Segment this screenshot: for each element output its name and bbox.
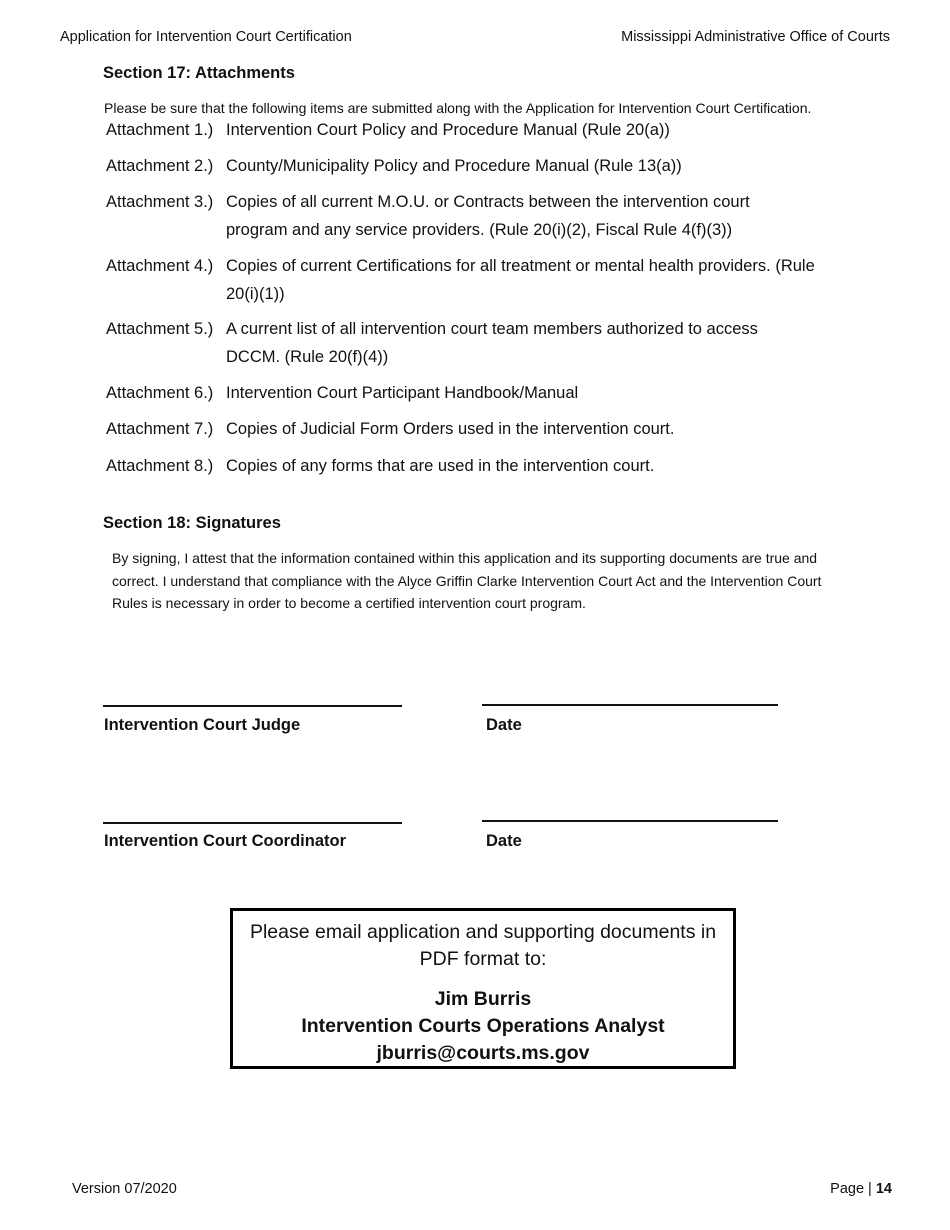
judge-signature-label: Intervention Court Judge [104,716,301,734]
attachment-number: Attachment 2.) [106,157,214,175]
attachment-item [106,379,866,407]
attachment-text: Copies of any forms that are used in the intervention court. [226,457,655,475]
contact-role: Intervention Courts Operations Analyst [301,1015,665,1037]
judge-date-line[interactable] [482,704,778,706]
attachment-number: Attachment 8.) [106,457,214,475]
section-17-intro: Please be sure that the following items are submitted along with the Application for Intervention Court Certification. [104,100,812,116]
coordinator-date-line[interactable] [482,820,778,822]
section-17-title: Section 17: Attachments [103,64,295,82]
attachment-item [106,152,866,180]
attachment-item [106,188,806,244]
coordinator-signature-line[interactable] [103,822,402,824]
header-organization: Mississippi Administrative Office of Courts [621,29,890,45]
attachment-number: Attachment 6.) [106,384,214,402]
attestation-text: By signing, I attest that the information contained within this application and its supporting documents are true and correct. I understand that compliance with the Alyce Griffin Clarke Intervention Court Act and the Intervention Court Rules is necessary in order to become a certified intervention court program. [112,550,822,611]
attachment-text: Copies of Judicial Form Orders used in the intervention court. [226,420,675,438]
contact-email[interactable]: jburris@courts.ms.gov [376,1042,590,1064]
attachment-item [106,252,826,308]
attachment-number: Attachment 7.) [106,420,214,438]
section-18-title: Section 18: Signatures [103,514,281,532]
attachment-number: Attachment 5.) [106,320,214,338]
attachment-number: Attachment 1.) [106,121,214,139]
page-number-value: 14 [875,1181,892,1197]
footer-version: Version 07/2020 [72,1181,177,1197]
attachment-text: Intervention Court Policy and Procedure Manual (Rule 20(a)) [226,121,670,139]
contact-box [230,908,736,1069]
page-number [830,1181,892,1197]
attachment-text: Intervention Court Participant Handbook/Manual [226,384,579,402]
judge-date-label: Date [486,716,522,734]
coordinator-signature-label: Intervention Court Coordinator [104,832,346,850]
attachment-item [106,315,816,371]
attachment-number: Attachment 4.) [106,257,214,275]
attachment-item [106,452,866,480]
attachment-item [106,415,866,443]
judge-signature-line[interactable] [103,705,402,707]
page-label: Page | [830,1181,872,1197]
attachment-text: A current list of all intervention court team members authorized to access DCCM. (Rule 20(f)(4)) [226,320,758,366]
attachment-item [106,116,866,144]
attachment-text: Copies of current Certifications for all treatment or mental health providers. (Rule 20(i)(1)) [226,257,815,303]
header-title: Application for Intervention Court Certification [60,29,352,45]
attachment-text: Copies of all current M.O.U. or Contracts between the intervention court program and any service providers. (Rule 20(i)(2), Fiscal Rule 4(f)(3)) [226,193,750,239]
attachment-text: County/Municipality Policy and Procedure Manual (Rule 13(a)) [226,157,682,175]
coordinator-date-label: Date [486,832,522,850]
attachment-number: Attachment 3.) [106,193,214,211]
contact-name: Jim Burris [434,988,532,1010]
contact-instruction: Please email application and supporting documents in PDF format to: [249,921,717,970]
